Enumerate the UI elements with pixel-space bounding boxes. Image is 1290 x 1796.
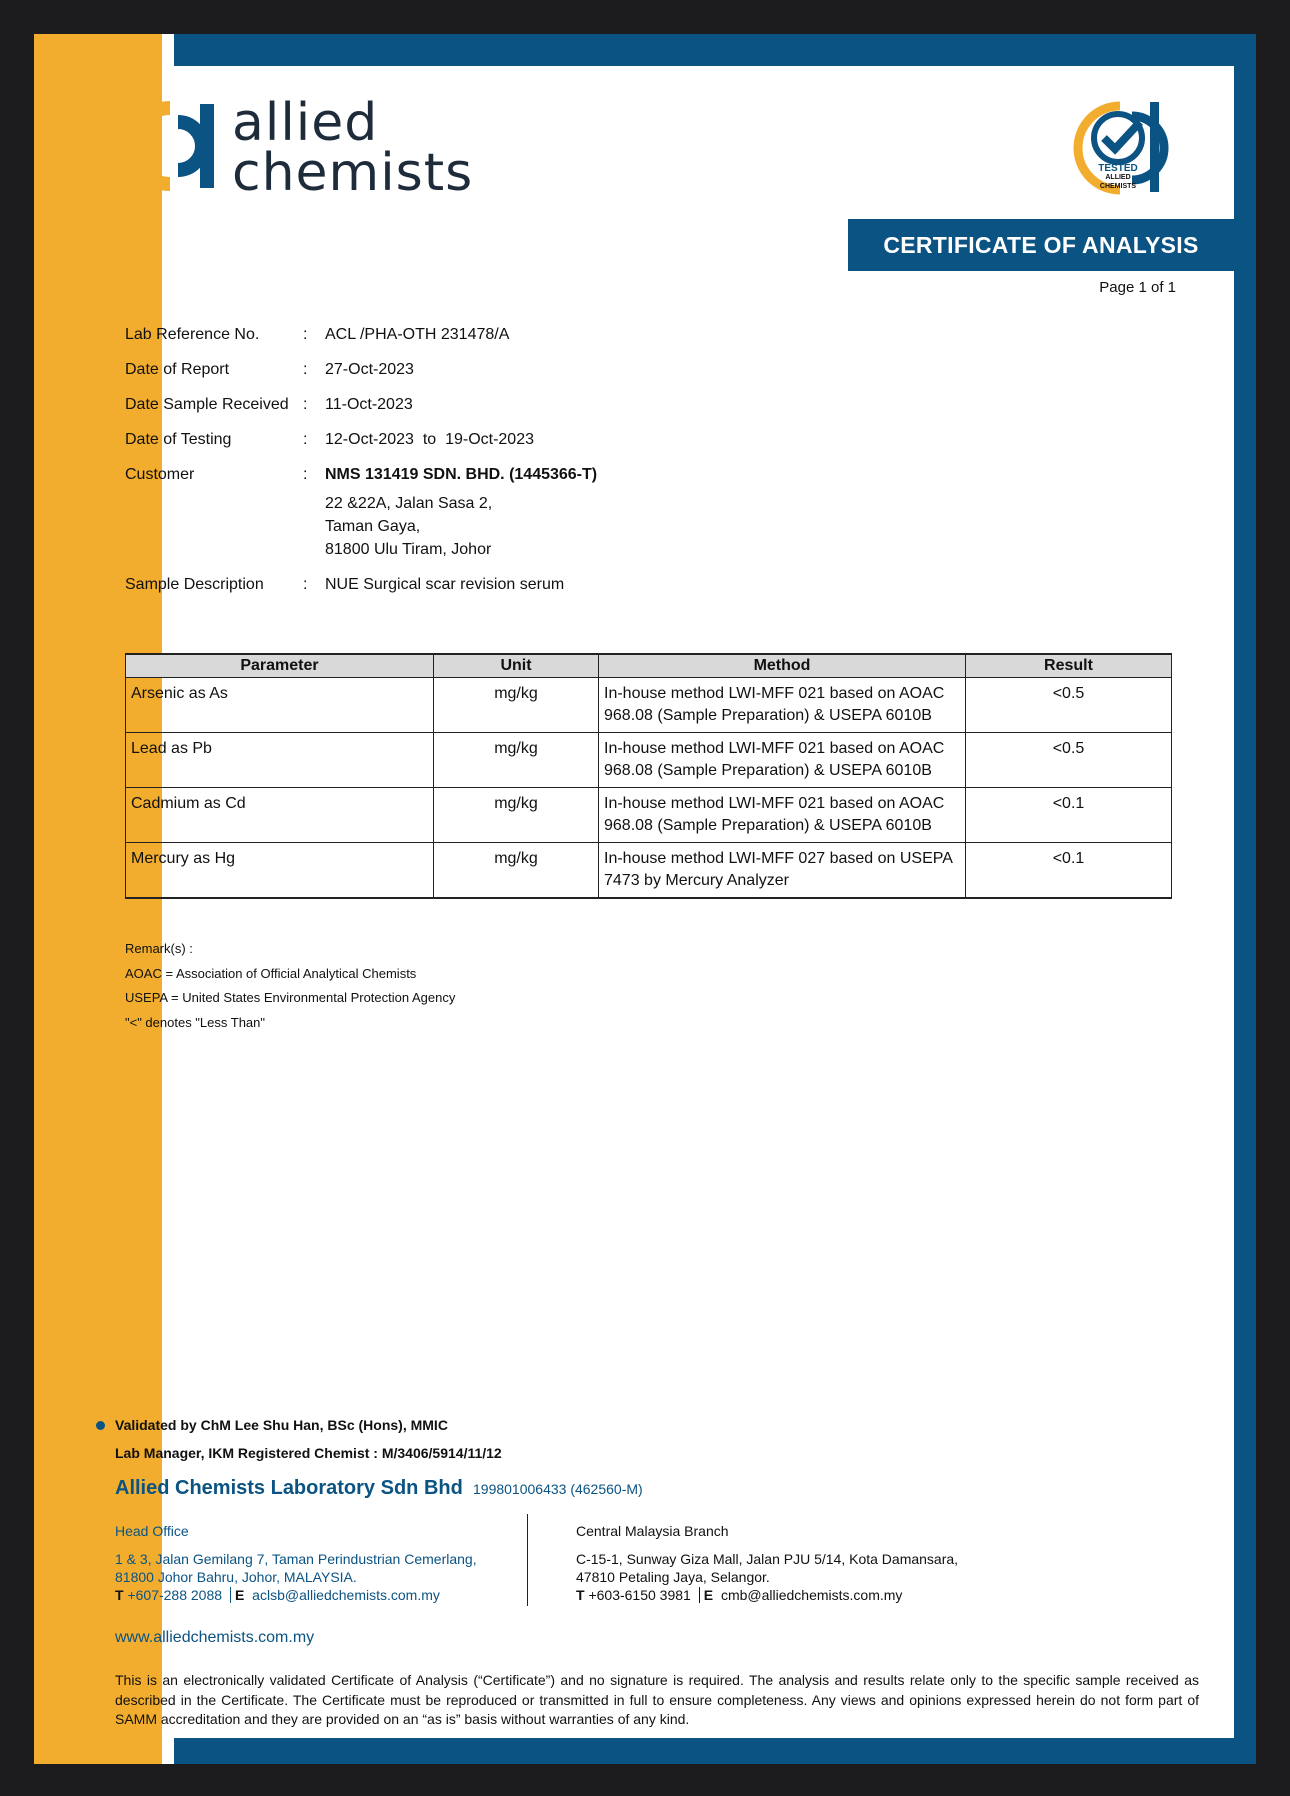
remarks-line: AOAC = Association of Official Analytical Chemists xyxy=(125,965,417,981)
phone-label: T xyxy=(576,1587,585,1603)
method-line: 7473 by Mercury Analyzer xyxy=(604,872,789,889)
result-cell: <0.1 xyxy=(966,788,1172,843)
method-line: In-house method LWI-MFF 021 based on AOAC xyxy=(604,740,945,757)
colon: : xyxy=(303,466,308,483)
branch-address-line1: C-15-1, Sunway Giza Mall, Jalan PJU 5/14, Kota Damansara, xyxy=(576,1551,959,1567)
office-divider xyxy=(527,1514,528,1606)
report-date-value: 27-Oct-2023 xyxy=(325,361,414,378)
result-cell: <0.5 xyxy=(966,678,1172,733)
seal-text-line1: TESTED xyxy=(1098,163,1138,174)
phone-label: T xyxy=(115,1587,124,1603)
seal-text-line2: ALLIED xyxy=(1105,174,1131,181)
colon: : xyxy=(303,361,308,378)
method-line: In-house method LWI-MFF 021 based on AOAC xyxy=(604,685,945,702)
sample-description-value: NUE Surgical scar revision serum xyxy=(325,576,565,593)
parameter-cell: Arsenic as As xyxy=(126,678,434,733)
colon: : xyxy=(303,431,308,448)
column-header-result: Result xyxy=(966,654,1172,678)
customer-address-line2: Taman Gaya, xyxy=(325,518,421,535)
unit-cell: mg/kg xyxy=(434,843,599,899)
right-blue-band xyxy=(1234,34,1256,1764)
parameter-cell: Lead as Pb xyxy=(126,733,434,788)
sample-description-label: Sample Description xyxy=(125,576,264,593)
colon: : xyxy=(303,396,308,413)
testing-date-label: Date of Testing xyxy=(125,431,232,448)
top-blue-band xyxy=(174,34,1256,66)
method-cell xyxy=(599,843,966,899)
lab-reference-value: ACL /PHA-OTH 231478/A xyxy=(325,326,510,343)
customer-address-line1: 22 &22A, Jalan Sasa 2, xyxy=(325,495,493,512)
method-cell xyxy=(599,678,966,733)
head-office-title: Head Office xyxy=(115,1523,189,1539)
head-office-address-line2: 81800 Johor Bahru, Johor, MALAYSIA. xyxy=(115,1569,357,1585)
bullet-dot-icon xyxy=(96,1421,105,1430)
disclaimer-text: This is an electronically validated Certificate of Analysis (“Certificate”) and no signature is required. The analysis and results relate only to the specific sample received as described in the Certificate. The Certificate must be reproduced or transmitted in full to ensure completeness. Any views and opinions expressed herein do not form part of SAMM accreditation and they are provided on an “as is” basis without warranties of any kind. xyxy=(115,1672,1199,1727)
column-header-unit: Unit xyxy=(434,654,599,678)
head-office-phone[interactable]: +607-288 2088 xyxy=(127,1587,223,1603)
allied-chemists-logo-icon xyxy=(118,100,218,192)
bullet-dot-icon xyxy=(96,1527,105,1536)
remarks-line: USEPA = United States Environmental Protection Agency xyxy=(125,990,456,1005)
validator-position: Lab Manager, IKM Registered Chemist : M/3406/5914/11/12 xyxy=(115,1445,502,1461)
method-line: 968.08 (Sample Preparation) & USEPA 6010B xyxy=(604,762,932,779)
head-office-email[interactable]: aclsb@alliedchemists.com.my xyxy=(252,1587,440,1603)
branch-phone[interactable]: +603-6150 3981 xyxy=(588,1587,691,1603)
column-header-parameter: Parameter xyxy=(126,654,434,678)
customer-label: Customer xyxy=(125,466,195,483)
method-line: In-house method LWI-MFF 027 based on USEPA xyxy=(604,850,953,867)
table-row xyxy=(126,678,1172,733)
remarks-title: Remark(s) : xyxy=(125,941,193,956)
email-label: E xyxy=(703,1587,714,1603)
website-link[interactable]: www.alliedchemists.com.my xyxy=(115,1629,315,1646)
remarks-section xyxy=(125,937,455,1035)
method-cell xyxy=(599,733,966,788)
head-office-address-line1: 1 & 3, Jalan Gemilang 7, Taman Perindustrian Cemerlang, xyxy=(115,1551,477,1567)
table-row xyxy=(126,733,1172,788)
logo-wordmark-line2: chemists xyxy=(232,143,474,203)
table-row xyxy=(126,843,1172,899)
separator xyxy=(230,1587,244,1603)
method-line: 968.08 (Sample Preparation) & USEPA 6010B xyxy=(604,707,932,724)
email-label: E xyxy=(234,1587,245,1603)
table-row xyxy=(126,788,1172,843)
head-office-contact xyxy=(115,1586,440,1605)
lab-reference-label: Lab Reference No. xyxy=(125,326,260,343)
method-cell xyxy=(599,788,966,843)
left-orange-band xyxy=(34,34,162,1764)
testing-date-value: 12-Oct-2023 to 19-Oct-2023 xyxy=(325,431,534,448)
company-name: Allied Chemists Laboratory Sdn Bhd xyxy=(115,1477,463,1499)
results-table xyxy=(125,653,1172,899)
parameter-cell: Cadmium as Cd xyxy=(126,788,434,843)
sample-received-label: Date Sample Received xyxy=(125,396,289,413)
branch-address-line2: 47810 Petaling Jaya, Selangor. xyxy=(576,1569,770,1585)
parameter-cell: Mercury as Hg xyxy=(126,843,434,899)
unit-cell: mg/kg xyxy=(434,733,599,788)
customer-name: NMS 131419 SDN. BHD. (1445366-T) xyxy=(325,466,598,483)
bottom-blue-band xyxy=(174,1738,1256,1764)
table-header-row xyxy=(126,654,1172,678)
column-header-method: Method xyxy=(599,654,966,678)
unit-cell: mg/kg xyxy=(434,788,599,843)
result-cell: <0.1 xyxy=(966,843,1172,899)
colon: : xyxy=(303,326,308,343)
branch-title: Central Malaysia Branch xyxy=(576,1523,729,1539)
colon: : xyxy=(303,576,308,593)
page-number: Page 1 of 1 xyxy=(1099,279,1176,296)
result-cell: <0.5 xyxy=(966,733,1172,788)
band-gap-bottom xyxy=(162,1738,174,1764)
remarks-line: "<" denotes "Less Than" xyxy=(125,1014,266,1030)
seal-text xyxy=(1086,164,1150,191)
band-gap-top xyxy=(162,34,174,66)
validated-by: Validated by ChM Lee Shu Han, BSc (Hons), MMIC xyxy=(115,1417,448,1433)
branch-email[interactable]: cmb@alliedchemists.com.my xyxy=(720,1587,903,1603)
unit-cell: mg/kg xyxy=(434,678,599,733)
certificate-title-banner: CERTIFICATE OF ANALYSIS xyxy=(848,219,1234,271)
logo-wordmark-line1: allied xyxy=(232,93,379,153)
seal-text-line3: CHEMISTS xyxy=(1099,183,1137,190)
customer-address-line3: 81800 Ulu Tiram, Johor xyxy=(325,541,492,558)
separator xyxy=(699,1587,713,1603)
method-line: 968.08 (Sample Preparation) & USEPA 6010B xyxy=(604,817,932,834)
company-registration: 199801006433 (462560-M) xyxy=(473,1481,643,1497)
branch-contact xyxy=(576,1586,902,1605)
method-line: In-house method LWI-MFF 021 based on AOAC xyxy=(604,795,945,812)
report-date-label: Date of Report xyxy=(125,361,230,378)
sample-received-value: 11-Oct-2023 xyxy=(325,396,413,413)
